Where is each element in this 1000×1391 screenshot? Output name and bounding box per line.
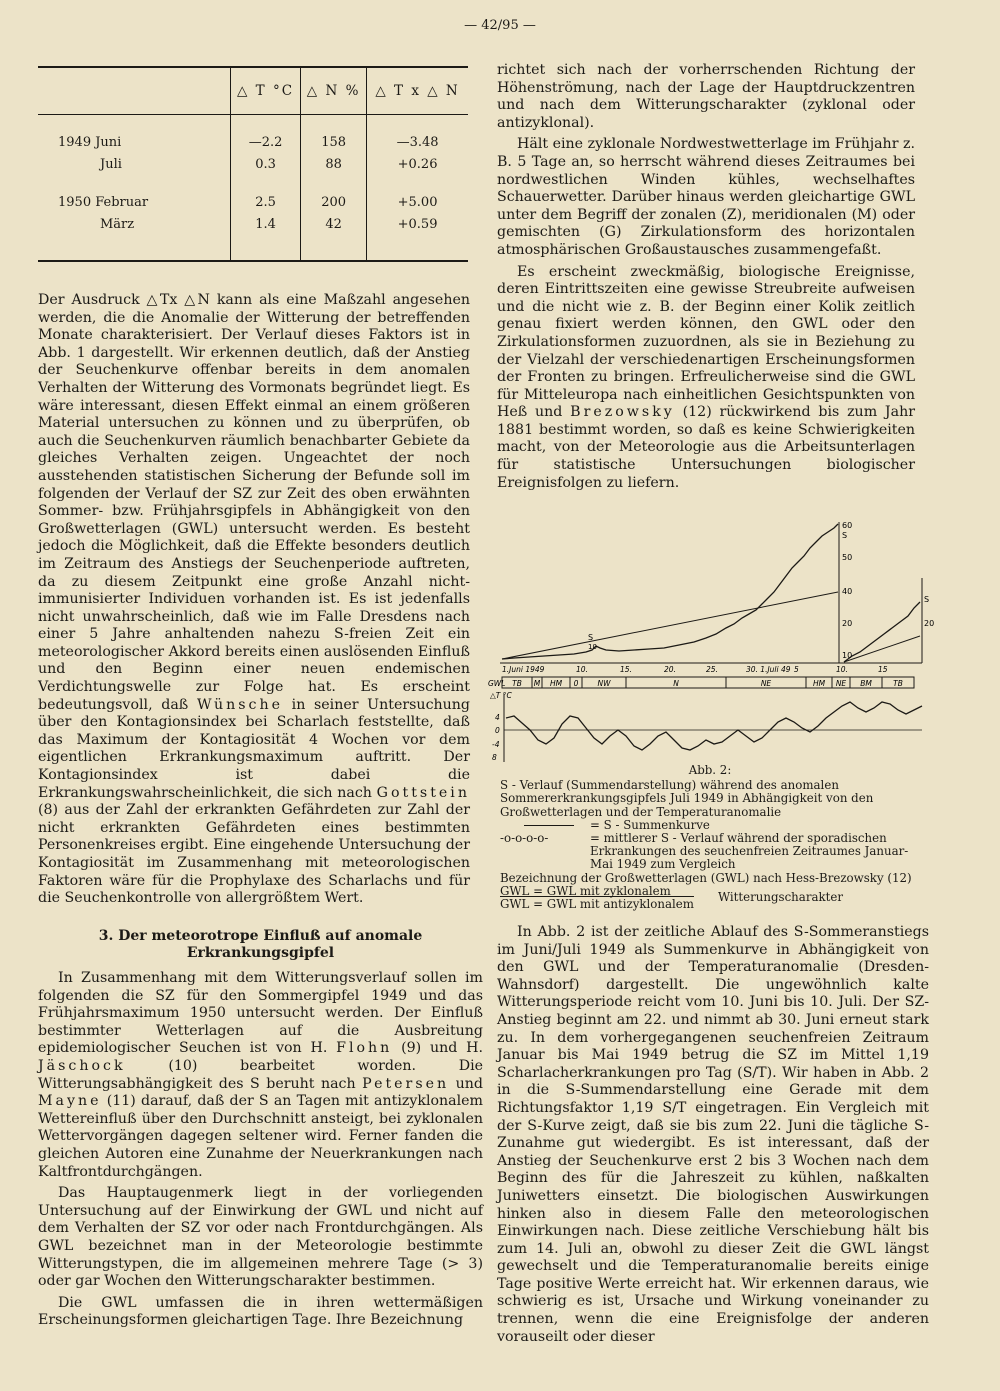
gwl-segment: M xyxy=(533,679,541,688)
axis-tick-label: 10 xyxy=(842,651,853,660)
axis-tick-label: 60 xyxy=(842,521,853,530)
gwl-segment: N xyxy=(673,679,679,688)
paragraph: Das Hauptaugenmerk liegt in der vorliegenden Untersuchung auf der Einwirkung der GWL und nicht auf dem Verhalten der SZ vor oder nach Frontdurchgängen. Als GWL bezeichnet man in der Meteorologie bestimmte Witterungstypen, die im allgemeinen mehrere Tage (> 3) oder gar Wochen den Witterungscharakter bestimmen. xyxy=(38,1185,483,1290)
gwl-segment: TB xyxy=(893,679,903,688)
axis-label: △T °C xyxy=(490,691,512,700)
figure-2-chart xyxy=(488,518,935,763)
y-tick-label: 0 xyxy=(495,726,500,735)
table-header xyxy=(38,67,231,115)
table-row: März 1.4 42 +0.59 xyxy=(38,213,468,235)
table-row: 1949 Juni —2.2 158 —3.48 xyxy=(38,131,468,153)
curve-label: 10 xyxy=(588,643,597,651)
x-tick-label: 25. xyxy=(706,665,718,674)
x-tick-label: 20. xyxy=(664,665,676,674)
gwl-segment: NW xyxy=(597,679,611,688)
figure-caption: Abb. 2: S - Verlauf (Summendarstellung) während des anomalen Sommererkrankungsgipfels Juli 1949 in Abhängigkeit von den Großwetterlagen und der Temperaturanomalie = S - Summenkurve -o-o-o-o- = mittlerer S - Verlauf während der sporadischen Erkrankungen des seuchenfreien Zeitraumes Januar-Mai 1949 zum Vergleich Bezeichnung der Großwetterlagen (GWL) nach Hess-Brezowsky (12) GWL = GWL mit zyklonalem GWL = GWL mit antizyklonalem Witterungscharakter xyxy=(500,764,920,911)
dotted-line-key: -o-o-o-o- xyxy=(500,831,549,846)
x-tick-label: 15. xyxy=(620,665,632,674)
paragraph: richtet sich nach der vorherrschenden Richtung der Höhenströmung, nach der Lage der Hauptdruckzentren und nach dem Witterungscharakter (zyklonal oder antizyklonal). xyxy=(497,62,915,131)
x-tick-label: 30. 1.Juli 49 xyxy=(746,665,791,674)
y-tick-label: 4 xyxy=(495,713,500,722)
right-column-lower-text xyxy=(497,924,929,1350)
curve-label: S xyxy=(588,633,594,642)
left-column-text xyxy=(38,292,470,912)
gwl-segment: BM xyxy=(860,679,872,688)
right-column-text xyxy=(497,62,915,496)
axis-tick-label: S xyxy=(842,531,848,540)
section-heading: 3. Der meteorotrope Einfluß auf anomale Erkrankungsgipfel xyxy=(98,928,423,961)
axis-tick-label: 20 xyxy=(842,619,853,628)
axis-tick-label: 20 xyxy=(924,619,935,628)
x-tick-label: 15 xyxy=(878,665,888,674)
table-header: △ T x △ N xyxy=(367,67,468,115)
page-number: — 42/95 — xyxy=(464,18,536,33)
gwl-segment: NE xyxy=(835,679,847,688)
table-header: △ T °C xyxy=(231,67,301,115)
x-tick-label: 5 xyxy=(794,665,799,674)
x-tick-label: 10. xyxy=(836,665,848,674)
y-tick-label: 8 xyxy=(492,753,497,762)
section-3 xyxy=(38,928,483,1334)
gwl-segment: 0 xyxy=(573,679,579,688)
paragraph: Der Ausdruck △Tx △N kann als eine Maßzahl angesehen werden, die die Anomalie der Witterung der betreffenden Monate charakterisiert. Der Verlauf dieses Faktors ist in Abb. 1 dargestellt. Wir erkennen deutlich, daß der Anstieg der Seuchenkurve offenbar bereits in dem anomalen Verhalten der Witterung des Vormonats begründet liegt. Es wäre interessant, diesen Effekt einmal an einem größeren Material untersuchen zu können und zu überprüfen, ob auch die Seuchenkurven räumlich benachbarter Gebiete da gleiches Verhalten zeigen. Ungeachtet der noch ausstehenden statistischen Sicherung der Befunde soll im folgenden der Verlauf der SZ zur Zeit des oben erwähnten Sommer- bzw. Frühjahrsgipfels in Abhängigkeit von den Großwetterlagen (GWL) untersucht werden. Es besteht jedoch die Möglichkeit, daß die Effekte besonders deutlich im Zeitraum des Anstiegs der Seuchenperiode auftreten, da zu diesem Zeitpunkt eine große Anzahl nicht-immunisierter Individuen vorhanden ist. Es ist jedenfalls nicht unwahrscheinlich, daß wie im Falle Dresdens nach einer 5 Jahre anhaltenden nahezu S-freien Zeit ein meteorologischer Akkord bereits einen auslösenden Einfluß und den Beginn einer neuen endemischen Verdichtungswelle zur Folge hat. Es erscheint bedeutungsvoll, daß Wünsche in seiner Untersuchung über den Kontagionsindex bei Scharlach feststellte, daß das Maximum der Kontagiosität 4 Wochen vor dem eigentlichen Erkrankungsmaximum auftritt. Der Kontagionsindex ist dabei die Erkrankungswahrscheinlichkeit, die sich nach Gottstein (8) aus der Zahl der erkrankten Gefährdeten zur Zahl der nicht erkrankten Gefährdeten eines bestimmten Personenkreises ergibt. Eine eingehende Untersuchung der Kontagiosität im Zusammenhang mit meteorologischen Faktoren wäre für die Prophylaxe des Scharlachs und für die Seuchenkontrolle von allergrößtem Wert. xyxy=(38,292,471,907)
paragraph: Die GWL umfassen die in ihren wettermäßigen Erscheinungsformen gleichartigen Tage. Ihre Bezeichnung xyxy=(38,1294,483,1329)
axis-tick-label: 40 xyxy=(842,587,853,596)
gwl-segment: HM xyxy=(549,679,563,688)
anomaly-table xyxy=(38,66,468,262)
caption-title: Abb. 2: xyxy=(688,763,732,777)
table-row: 1950 Februar 2.5 200 +5.00 xyxy=(38,191,468,213)
x-tick-label: 1.Juni 1949 xyxy=(502,665,545,674)
gwl-segment: HM xyxy=(812,679,826,688)
paragraph: In Zusammenhang mit dem Witterungsverlauf sollen im folgenden die SZ für den Sommergipfel 1949 und das Frühjahrsmaximum 1950 untersucht werden. Der Einfluß bestimmter Wetterlagen auf die Ausbreitung epidemiologischer Seuchen ist von H. Flohn (9) und H. Jäschock (10) bearbeitet worden. Die Witterungsabhängigkeit des S beruht nach Petersen und Mayne (11) darauf, daß der S an Tagen mit antizyklonalem Wettereinfluß über den Durchschnitt ansteigt, bei zyklonalen Wettervorgängen dagegen seltener wird. Ferner fanden die gleichen Autoren eine Zunahme der Neuerkrankungen nach Kaltfrontdurchgängen. xyxy=(38,970,484,1180)
axis-tick-label: S xyxy=(924,595,930,604)
table-header: △ N % xyxy=(301,67,367,115)
paragraph: Hält eine zyklonale Nordwestwetterlage im Frühjahr z. B. 5 Tage an, so herrscht während dieses Zeitraumes bei nordwestlichen Winden kühles, wechselhaftes Schauerwetter. Darüber hinaus werden gleichartige GWL unter dem Begriff der zonalen (Z), meridionalen (M) oder gemischten (G) Zirkulationsform des horizontalen atmosphärischen Großaustausches zusammengefaßt. xyxy=(497,136,915,258)
gwl-segment: TB xyxy=(512,679,522,688)
solid-line-key xyxy=(524,825,574,826)
gwl-label: GWL xyxy=(488,679,506,688)
axis-tick-label: 50 xyxy=(842,553,853,562)
table-row: Juli 0.3 88 +0.26 xyxy=(38,153,468,175)
paragraph: Es erscheint zweckmäßig, biologische Ereignisse, deren Eintrittszeiten eine gewisse Streubreite aufweisen und die nicht wie z. B. der Beginn einer Kolik zeitlich genau fixiert werden können, den GWL oder den Zirkulationsformen zuzuordnen, als sie in Beziehung zu der Vielzahl der verschiedenartigen Erscheinungsformen der Fronten zu bringen. Erfreulicherweise sind die GWL für Mitteleuropa nach einheitlichen Gesichtspunkten von Heß und Brezowsky (12) rückwirkend bis zum Jahr 1881 bestimmt worden, so daß es keine Schwierigkeiten macht, von der Meteorologie aus die Arbeitsunterlagen für statistische Untersuchungen biologischer Ereignisfolgen zu liefern. xyxy=(497,263,915,491)
gwl-segment: NE xyxy=(760,679,772,688)
x-tick-label: 10. xyxy=(576,665,588,674)
y-tick-label: -4 xyxy=(492,740,500,749)
paragraph: In Abb. 2 ist der zeitliche Ablauf des S-Sommeranstiegs im Juni/Juli 1949 als Summenkurve in Abhängigkeit von den GWL und der Temperaturanomalie (Dresden-Wahnsdorf) dargestellt. Die ungewöhnlich kalte Witterungsperiode reicht vom 10. Juni bis 10. Juli. Der SZ-Anstieg beginnt am 22. und nimmt ab 30. Juni erneut stark zu. In dem vorhergegangenen seuchenfreien Zeitraum Januar bis Mai 1949 betrug die SZ im Mittel 1,19 Scharlacherkrankungen pro Tag (S/T). Wir haben in Abb. 2 in die S-Summendarstellung eine Gerade mit dem Richtungsfaktor 1,19 S/T eingetragen. Ein Vergleich mit der S-Kurve zeigt, daß sie bis zum 22. Juni die tägliche S-Zunahme gut wiedergibt. Es ist interessant, daß der Anstieg der Seuchenkurve erst 2 bis 3 Wochen nach dem Beginn des für die Jahreszeit zu kühlen, naßkalten Juniwetters einsetzt. Die biologischen Auswirkungen hinken also in diesem Falle den meteorologischen Einwirkungen nach. Diese zeitliche Verschiebung hält bis zum 14. Juli an, obwohl zu dieser Zeit die GWL längst gewechselt und die Temperaturanomalie bereits einige Tage positive Werte erreicht hat. Wir erkennen daraus, wie schwierig es ist, Ursache und Wirkung voneinander zu trennen, wenn die eine Ereignisfolge der anderen vorauseilt oder dieser xyxy=(497,924,929,1345)
